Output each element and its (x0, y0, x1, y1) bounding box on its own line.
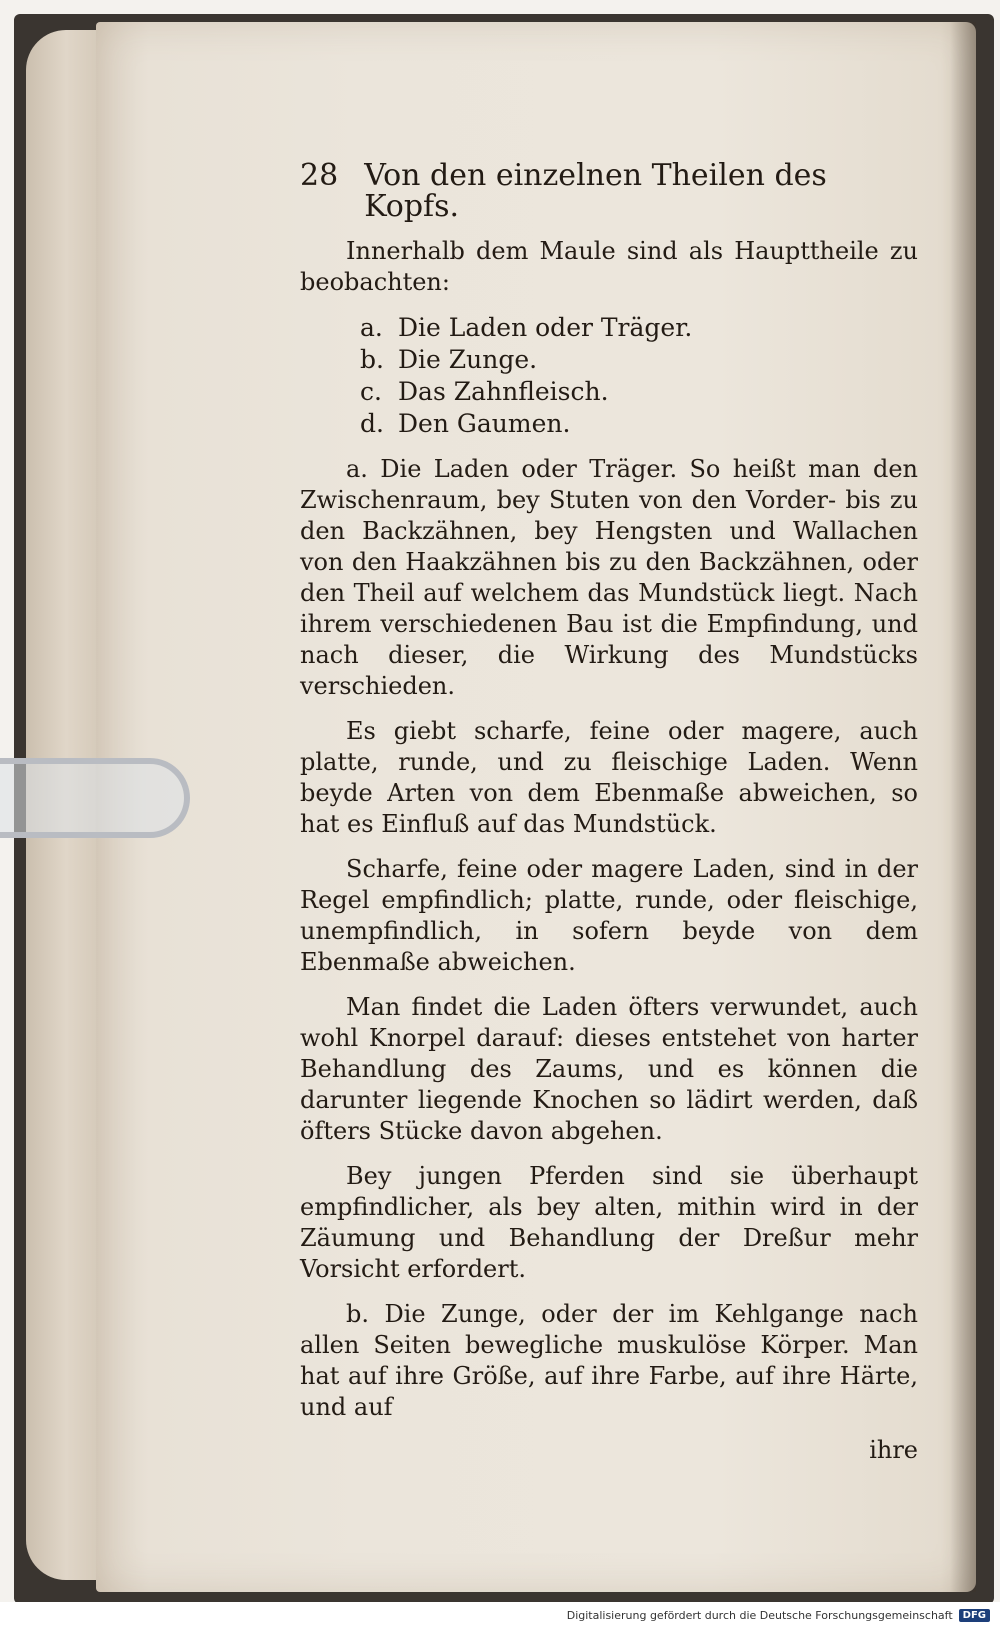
list-item-text: Die Laden oder Träger. (398, 313, 693, 342)
catchword: ihre (869, 1436, 918, 1464)
intro-paragraph: Innerhalb dem Maule sind als Haupttheile zu beobachten: (300, 237, 918, 296)
list-item (360, 344, 918, 376)
list-item-text: Den Gaumen. (398, 409, 571, 438)
list-item (360, 312, 918, 344)
list-item-text: Die Zunge. (398, 345, 538, 374)
list-item-text: Das Zahnfleisch. (398, 377, 609, 406)
footer-credit: Digitalisierung gefördert durch die Deutsche Forschungsgemeinschaft (566, 1608, 953, 1622)
body-paragraph: Man findet die Laden öfters verwundet, auch wohl Knorpel darauf: dieses entstehet von harter Behandlung des Zaums, und es können die darunter liegende Knochen so lädirt werden, daß öfters Stücke davon abgehen. (300, 993, 918, 1145)
body-paragraph: a. Die Laden oder Träger. So heißt man den Zwischenraum, bey Stuten von den Vorder- bis zu den Backzähnen, bey Hengsten und Wallachen von den Haakzähnen bis zu den Backzähnen, oder den Theil auf welchem das Mundstück liegt. Nach ihrem verschiedenen Bau ist die Empfindung, und nach dieser, die Wirkung des Mundstücks verschieden. (300, 455, 918, 700)
list-item-label: b. (360, 345, 384, 374)
list-item-label: c. (360, 377, 382, 406)
dfg-logo: DFG (959, 1609, 990, 1622)
page-number: 28 (300, 158, 339, 193)
body-paragraph: b. Die Zunge, oder der im Kehlgange nach allen Seiten bewegliche muskulöse Körper. Man hat auf ihre Größe, auf ihre Farbe, auf ihre Härte, und auf (300, 1300, 918, 1421)
page-text (300, 160, 918, 1466)
list-item (360, 376, 918, 408)
body-paragraph: Bey jungen Pferden sind sie überhaupt empfindlicher, als bey alten, mithin wird in der Zäumung und Behandlung der Dreßur mehr Vorsicht erfordert. (300, 1162, 918, 1283)
list-item-label: a. (360, 313, 383, 342)
running-head-title: Von den einzelnen Theilen des Kopfs. (364, 158, 827, 224)
body-paragraph: Scharfe, feine oder magere Laden, sind in der Regel empfindlich; platte, runde, oder fleischige, unempfindlich, in sofern beyde von dem Ebenmaße abweichen. (300, 855, 918, 976)
body-paragraph: Es giebt scharfe, feine oder magere, auch platte, runde, und zu fleischige Laden. Wenn beyde Arten von dem Ebenmaße abweichen, so hat es Einfluß auf das Mundstück. (300, 717, 918, 838)
spine-shadow (950, 22, 976, 1592)
parts-list (360, 312, 918, 440)
running-header (300, 160, 918, 222)
list-item (360, 408, 918, 440)
list-item-label: d. (360, 409, 384, 438)
digitization-footer (0, 1602, 1000, 1628)
page-clip (0, 758, 190, 838)
